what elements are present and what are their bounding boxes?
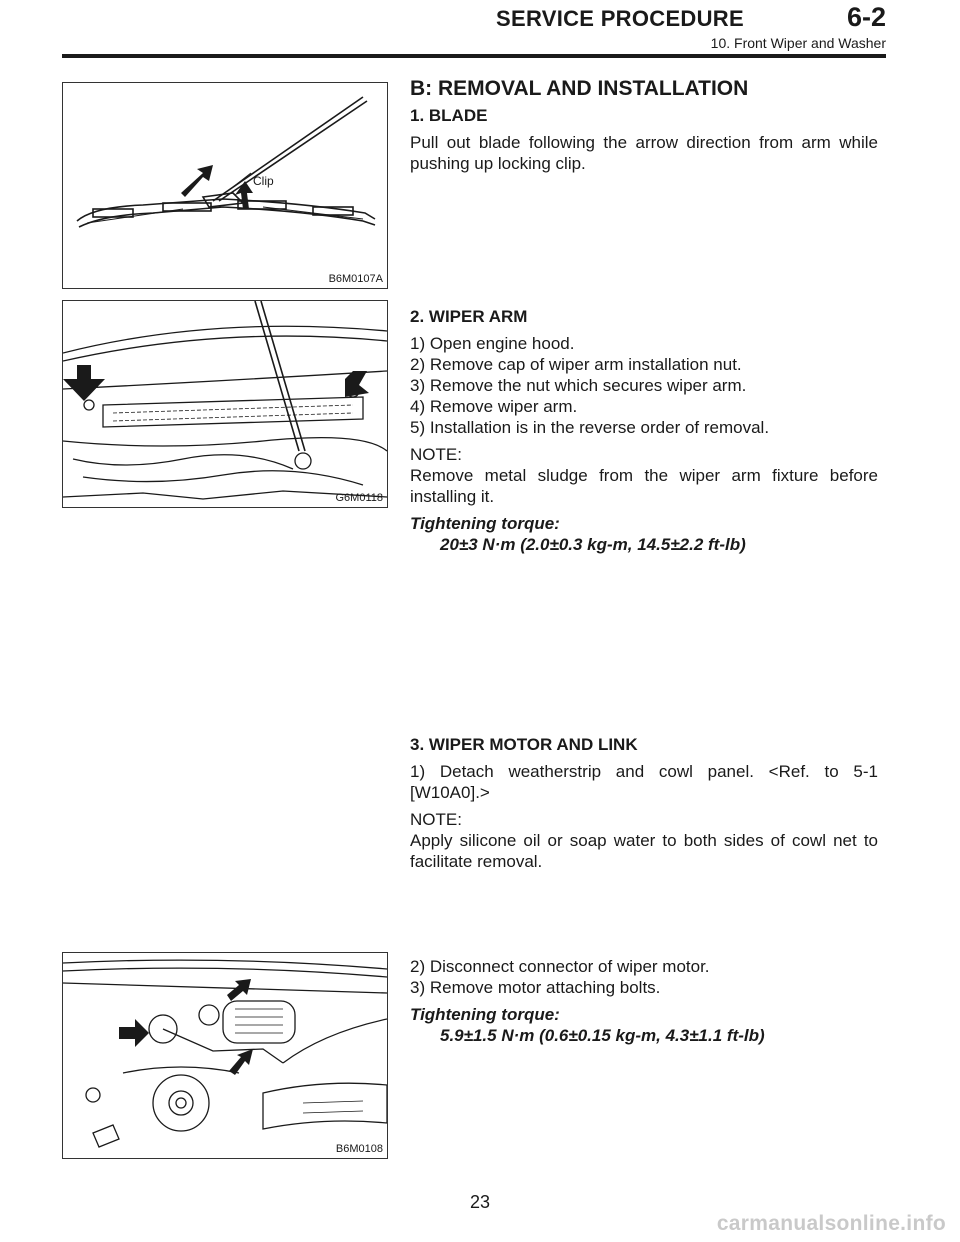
wiper-arm-text-block bbox=[410, 306, 878, 555]
wiper-arm-note: Remove metal sludge from the wiper arm fixture before installing it. bbox=[410, 466, 878, 506]
wiper-arm-step: 1) Open engine hood. bbox=[410, 334, 575, 353]
note-label: NOTE: bbox=[410, 445, 462, 464]
wiper-motor-illustration bbox=[63, 953, 387, 1158]
wiper-arm-figure bbox=[62, 300, 388, 508]
blade-illustration bbox=[63, 83, 387, 288]
wiper-arm-illustration bbox=[63, 301, 387, 507]
torque-label: Tightening torque: bbox=[410, 514, 560, 533]
wiper-motor-step: 2) Disconnect connector of wiper motor. bbox=[410, 957, 710, 976]
section-heading: B: REMOVAL AND INSTALLATION bbox=[410, 77, 749, 100]
figure-code: B6M0108 bbox=[335, 1143, 383, 1155]
blade-figure bbox=[62, 82, 388, 289]
wiper-arm-step: 2) Remove cap of wiper arm installation nut. bbox=[410, 355, 742, 374]
wiper-motor-figure bbox=[62, 952, 388, 1159]
header-rule bbox=[62, 54, 886, 58]
watermark: carmanualsonline.info bbox=[716, 1212, 946, 1235]
wiper-motor-heading: 3. WIPER MOTOR AND LINK bbox=[410, 735, 638, 754]
wiper-arm-step: 5) Installation is in the reverse order of removal. bbox=[410, 418, 770, 437]
wiper-motor-text-block-2 bbox=[410, 956, 878, 1046]
torque-value: 5.9±1.5 N·m (0.6±0.15 kg-m, 4.3±1.1 ft-lb) bbox=[440, 1026, 765, 1045]
wiper-motor-text-block bbox=[410, 734, 878, 872]
figure-code: G6M0118 bbox=[335, 492, 383, 504]
torque-value: 20±3 N·m (2.0±0.3 kg-m, 14.5±2.2 ft-lb) bbox=[440, 535, 746, 554]
torque-label: Tightening torque: bbox=[410, 1005, 560, 1024]
wiper-arm-heading: 2. WIPER ARM bbox=[410, 307, 528, 326]
page-number: 23 bbox=[469, 1192, 491, 1212]
wiper-motor-note: Apply silicone oil or soap water to both sides of cowl net to facilitate removal. bbox=[410, 831, 878, 871]
wiper-motor-step: 3) Remove motor attaching bolts. bbox=[410, 978, 661, 997]
wiper-arm-step: 3) Remove the nut which secures wiper arm. bbox=[410, 376, 747, 395]
blade-instruction: Pull out blade following the arrow direction from arm while pushing up locking clip. bbox=[410, 133, 878, 173]
page-title: SERVICE PROCEDURE bbox=[496, 6, 744, 31]
blade-text-block bbox=[410, 78, 878, 174]
note-label: NOTE: bbox=[410, 810, 462, 829]
section-number: 6-2 bbox=[846, 2, 886, 32]
wiper-arm-step: 4) Remove wiper arm. bbox=[410, 397, 578, 416]
blade-heading: 1. BLADE bbox=[410, 106, 488, 125]
wiper-motor-step: 1) Detach weatherstrip and cowl panel. <Ref. to 5-1 [W10A0].> bbox=[410, 762, 878, 802]
section-subtitle: 10. Front Wiper and Washer bbox=[710, 35, 886, 51]
figure-code: B6M0107A bbox=[328, 273, 383, 285]
clip-callout: Clip bbox=[253, 174, 274, 188]
